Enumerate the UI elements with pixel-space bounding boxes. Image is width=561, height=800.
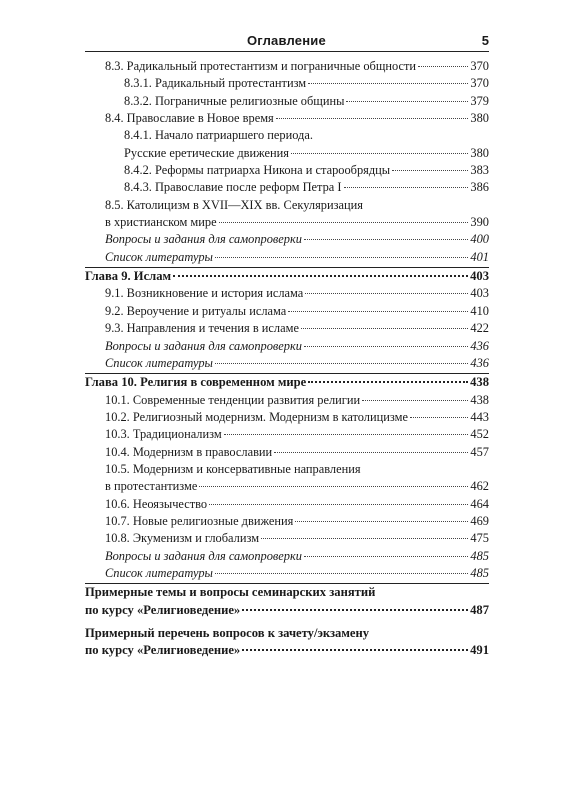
dot-leader (304, 239, 468, 240)
toc-entry[interactable] (85, 478, 489, 495)
toc-page-number: 443 (470, 409, 489, 424)
toc-page-number: 475 (470, 531, 489, 546)
dot-leader (219, 222, 469, 223)
toc-page-number: 422 (470, 321, 489, 336)
toc-entry-title: 8.4.1. Начало патриаршего периода. (124, 128, 313, 143)
toc-entry[interactable] (85, 548, 489, 565)
table-of-contents (85, 58, 489, 660)
toc-chapter-entry[interactable] (85, 584, 489, 601)
toc-page-number: 436 (470, 355, 489, 370)
dot-leader (173, 275, 468, 277)
toc-entry[interactable] (85, 231, 489, 248)
toc-entry-title: Примерный перечень вопросов к зачету/экзамену (85, 626, 370, 640)
toc-entry[interactable] (85, 461, 489, 478)
toc-entry-title: Глава 10. Религия в современном мире (85, 375, 307, 390)
toc-page-number: 485 (470, 548, 489, 563)
dot-leader (215, 363, 468, 364)
toc-page-number: 438 (470, 375, 489, 390)
toc-page-number: 469 (470, 513, 489, 528)
toc-entry[interactable] (85, 179, 489, 196)
dot-leader (346, 101, 468, 102)
toc-entry-title: 10.7. Новые религиозные движения (105, 513, 294, 528)
toc-chapter-entry[interactable] (85, 268, 489, 285)
toc-entry[interactable] (85, 355, 489, 372)
toc-entry[interactable] (85, 214, 489, 231)
toc-entry[interactable] (85, 496, 489, 513)
dot-leader (418, 66, 468, 67)
toc-page-number: 438 (470, 392, 489, 407)
dot-leader (308, 381, 468, 383)
toc-entry-title: Вопросы и задания для самопроверки (105, 338, 302, 353)
toc-page-number: 410 (470, 303, 489, 318)
page-number: 5 (481, 33, 489, 48)
dot-leader (291, 153, 468, 154)
toc-entry-title: Вопросы и задания для самопроверки (105, 548, 302, 563)
toc-page-number: 403 (470, 286, 489, 301)
dot-leader (304, 346, 468, 347)
dot-leader (308, 83, 468, 84)
toc-entry-title: Список литературы (105, 249, 213, 264)
toc-entry-title: 8.4.3. Православие после реформ Петра I (124, 180, 342, 195)
toc-entry[interactable] (85, 320, 489, 337)
toc-entry-title: 10.8. Экуменизм и глобализм (105, 531, 260, 546)
toc-page-number: 379 (470, 93, 489, 108)
toc-page-number: 380 (470, 111, 489, 126)
toc-entry-title: 8.5. Католицизм в XVII—XIX вв. Секуляризация (105, 197, 363, 212)
toc-page-number: 491 (470, 643, 489, 658)
dot-leader (344, 187, 469, 188)
dot-leader (362, 400, 468, 401)
dot-leader (301, 328, 468, 329)
toc-chapter-entry[interactable] (85, 374, 489, 391)
toc-entry[interactable] (85, 426, 489, 443)
toc-page-number: 370 (470, 76, 489, 91)
toc-entry[interactable] (85, 197, 489, 214)
toc-entry-title: 10.1. Современные тенденции развития религии (105, 392, 361, 407)
dot-leader (276, 118, 469, 119)
toc-entry[interactable] (85, 127, 489, 144)
toc-entry[interactable] (85, 530, 489, 547)
toc-page-number: 390 (470, 215, 489, 230)
toc-page-number: 464 (470, 496, 489, 511)
toc-entry-title: Список литературы (105, 355, 213, 370)
toc-entry[interactable] (85, 565, 489, 582)
toc-page-number: 487 (470, 602, 489, 617)
toc-entry[interactable] (85, 285, 489, 302)
toc-entry-title: 8.3.1. Радикальный протестантизм (124, 76, 307, 91)
toc-page-number: 457 (470, 444, 489, 459)
toc-entry-title: в протестантизме (105, 479, 198, 494)
toc-entry[interactable] (85, 110, 489, 127)
toc-entry-title: 8.3. Радикальный протестантизм и пограничные общности (105, 59, 417, 73)
toc-page-number: 386 (470, 180, 489, 195)
toc-page-number: 380 (470, 145, 489, 160)
dot-leader (242, 609, 468, 611)
toc-chapter-entry[interactable] (85, 625, 489, 642)
toc-page-number: 401 (470, 249, 489, 264)
toc-entry-title: Вопросы и задания для самопроверки (105, 232, 302, 247)
toc-entry[interactable] (85, 392, 489, 409)
toc-entry[interactable] (85, 444, 489, 461)
toc-entry-title: в христианском мире (105, 215, 217, 230)
toc-entry-title: 10.2. Религиозный модернизм. Модернизм в католицизме (105, 409, 408, 424)
toc-entry-title: 8.4.2. Реформы патриарха Никона и старообрядцы (124, 163, 391, 178)
toc-entry-title: по курсу «Религиоведение» (85, 602, 241, 617)
header-rule (85, 51, 489, 52)
dot-leader (305, 293, 468, 294)
toc-chapter-entry[interactable] (85, 602, 489, 619)
toc-chapter-entry[interactable] (85, 642, 489, 659)
toc-entry-title: 8.3.2. Пограничные религиозные общины (124, 93, 345, 108)
toc-entry[interactable] (85, 249, 489, 266)
toc-entry-title: 8.4. Православие в Новое время (105, 111, 274, 126)
toc-page-number: 462 (470, 479, 489, 494)
toc-entry-title: 10.5. Модернизм и консервативные направления (105, 461, 361, 476)
toc-entry[interactable] (85, 75, 489, 92)
toc-page-number: 403 (470, 269, 489, 284)
toc-page-number: 452 (470, 427, 489, 442)
toc-entry-title: 9.3. Направления и течения в исламе (105, 321, 299, 336)
toc-entry-title: 9.2. Вероучение и ритуалы ислама (105, 303, 287, 318)
toc-entry[interactable] (85, 93, 489, 110)
toc-entry[interactable] (85, 58, 489, 75)
toc-entry[interactable] (85, 162, 489, 179)
toc-entry-title: 10.3. Традиционализм (105, 427, 222, 442)
toc-entry[interactable] (85, 338, 489, 355)
toc-entry-title: Примерные темы и вопросы семинарских занятий (85, 585, 376, 600)
dot-leader (199, 486, 468, 487)
toc-entry-title: 10.4. Модернизм в православии (105, 444, 273, 459)
dot-leader (215, 257, 468, 258)
toc-page-number: 436 (470, 338, 489, 353)
toc-entry-title: по курсу «Религиоведение» (85, 643, 241, 658)
toc-page-number: 400 (470, 232, 489, 247)
toc-entry[interactable] (85, 409, 489, 426)
toc-page-number: 370 (470, 59, 489, 73)
toc-entry[interactable] (85, 513, 489, 530)
dot-leader (410, 417, 468, 418)
toc-entry[interactable] (85, 303, 489, 320)
dot-leader (261, 538, 468, 539)
toc-entry-title: Русские еретические движения (124, 145, 290, 160)
toc-page-number: 485 (470, 565, 489, 580)
dot-leader (295, 521, 468, 522)
dot-leader (209, 504, 468, 505)
toc-entry-title: 9.1. Возникновение и история ислама (105, 286, 304, 301)
toc-entry-title: 10.6. Неоязычество (105, 496, 208, 511)
page-header (85, 30, 489, 52)
dot-leader (215, 573, 468, 574)
dot-leader (224, 434, 469, 435)
toc-entry-title: Глава 9. Ислам (85, 269, 172, 284)
toc-page-number: 383 (470, 163, 489, 178)
running-title: Оглавление (247, 33, 326, 48)
dot-leader (274, 452, 468, 453)
toc-entry-title: Список литературы (105, 565, 213, 580)
dot-leader (242, 649, 468, 651)
toc-entry[interactable] (85, 145, 489, 162)
dot-leader (392, 170, 468, 171)
dot-leader (304, 556, 468, 557)
dot-leader (288, 311, 468, 312)
